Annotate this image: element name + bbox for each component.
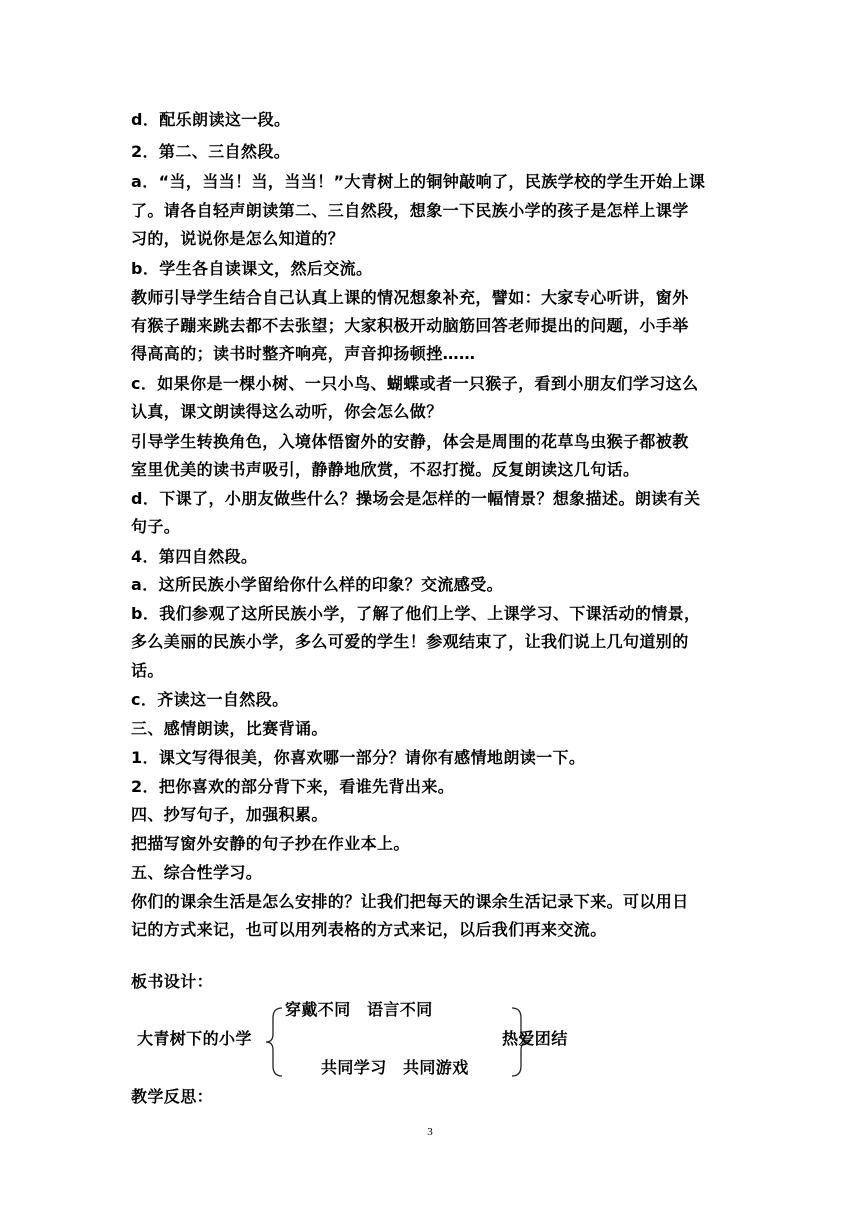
text-line: 五、综合性学习。 [131, 863, 263, 882]
text-line: 有猴子蹦来跳去都不去张望；大家积极开动脑筋回答老师提出的问题，小手举 [131, 316, 689, 335]
text-line: 句子。 [131, 517, 181, 536]
board-top-branch: 穿戴不同 语言不同 [285, 1000, 433, 1019]
text-line: 认真，课文朗读得这么动听，你会怎么做？ [131, 402, 443, 421]
text-line: c．齐读这一自然段。 [131, 690, 289, 709]
text-line: 教师引导学生结合自己认真上课的情况想象补充，譬如：大家专心听讲，窗外 [131, 288, 689, 307]
text-line: b．我们参观了这所民族小学，了解了他们上学、上课学习、下课活动的情景， [131, 604, 701, 623]
text-line: 引导学生转换角色，入境体悟窗外的安静，体会是周围的花草鸟虫猴子都被教 [131, 432, 689, 451]
text-line: 你们的课余生活是怎么安排的？让我们把每天的课余生活记录下来。可以用日 [131, 892, 689, 911]
text-line: 多么美丽的民族小学，多么可爱的学生！参观结束了，让我们说上几句道别的 [131, 632, 689, 651]
text-line: a．这所民族小学留给你什么样的印象？交流感受。 [131, 575, 503, 594]
text-line: 习的，说说你是怎么知道的？ [131, 229, 345, 248]
text-line: d．配乐朗读这一段。 [131, 110, 291, 129]
text-line: 四、抄写句子，加强积累。 [131, 805, 328, 824]
reflection-heading: 教学反思： [131, 1087, 214, 1106]
text-line: 记的方式来记，也可以用列表格的方式来记，以后我们再来交流。 [131, 920, 607, 939]
text-line: 三、感情朗读，比赛背诵。 [131, 719, 328, 738]
text-line: 1．课文写得很美，你喜欢哪一部分？请你有感情地朗读一下。 [131, 748, 586, 767]
text-line: 了。请各自轻声朗读第二、三自然段，想象一下民族小学的孩子是怎样上课学 [131, 201, 689, 220]
text-line: 2．第二、三自然段。 [131, 142, 291, 161]
text-line: d．下课了，小朋友做些什么？操场会是怎样的一幅情景？想象描述。朗读有关 [131, 489, 701, 508]
board-conclusion: 热爱团结 [502, 1029, 568, 1048]
left-brace-icon [264, 1006, 286, 1078]
text-line: 4．第四自然段。 [131, 547, 258, 566]
text-line: 室里优美的读书声吸引，静静地欣赏，不忍打搅。反复朗读这几句话。 [131, 460, 640, 479]
text-line: a．“当，当当！当，当当！”大青树上的铜钟敲响了，民族学校的学生开始上课 [131, 172, 706, 191]
page-number: 3 [427, 1126, 433, 1138]
board-bottom-branch: 共同学习 共同游戏 [321, 1058, 469, 1077]
board-design-heading: 板书设计： [131, 972, 214, 991]
text-line: 得高高的；读书时整齐响亮，声音抑扬顿挫…… [131, 344, 476, 363]
text-line: b．学生各自读课文，然后交流。 [131, 259, 373, 278]
text-line: 2．把你喜欢的部分背下来，看谁先背出来。 [131, 777, 455, 796]
text-line: c．如果你是一棵小树、一只小鸟、蝴蝶或者一只猴子，看到小朋友们学习这么 [131, 374, 699, 393]
text-line: 话。 [131, 661, 164, 680]
board-title: 大青树下的小学 [137, 1029, 252, 1048]
text-line: 把描写窗外安静的句子抄在作业本上。 [131, 834, 410, 853]
